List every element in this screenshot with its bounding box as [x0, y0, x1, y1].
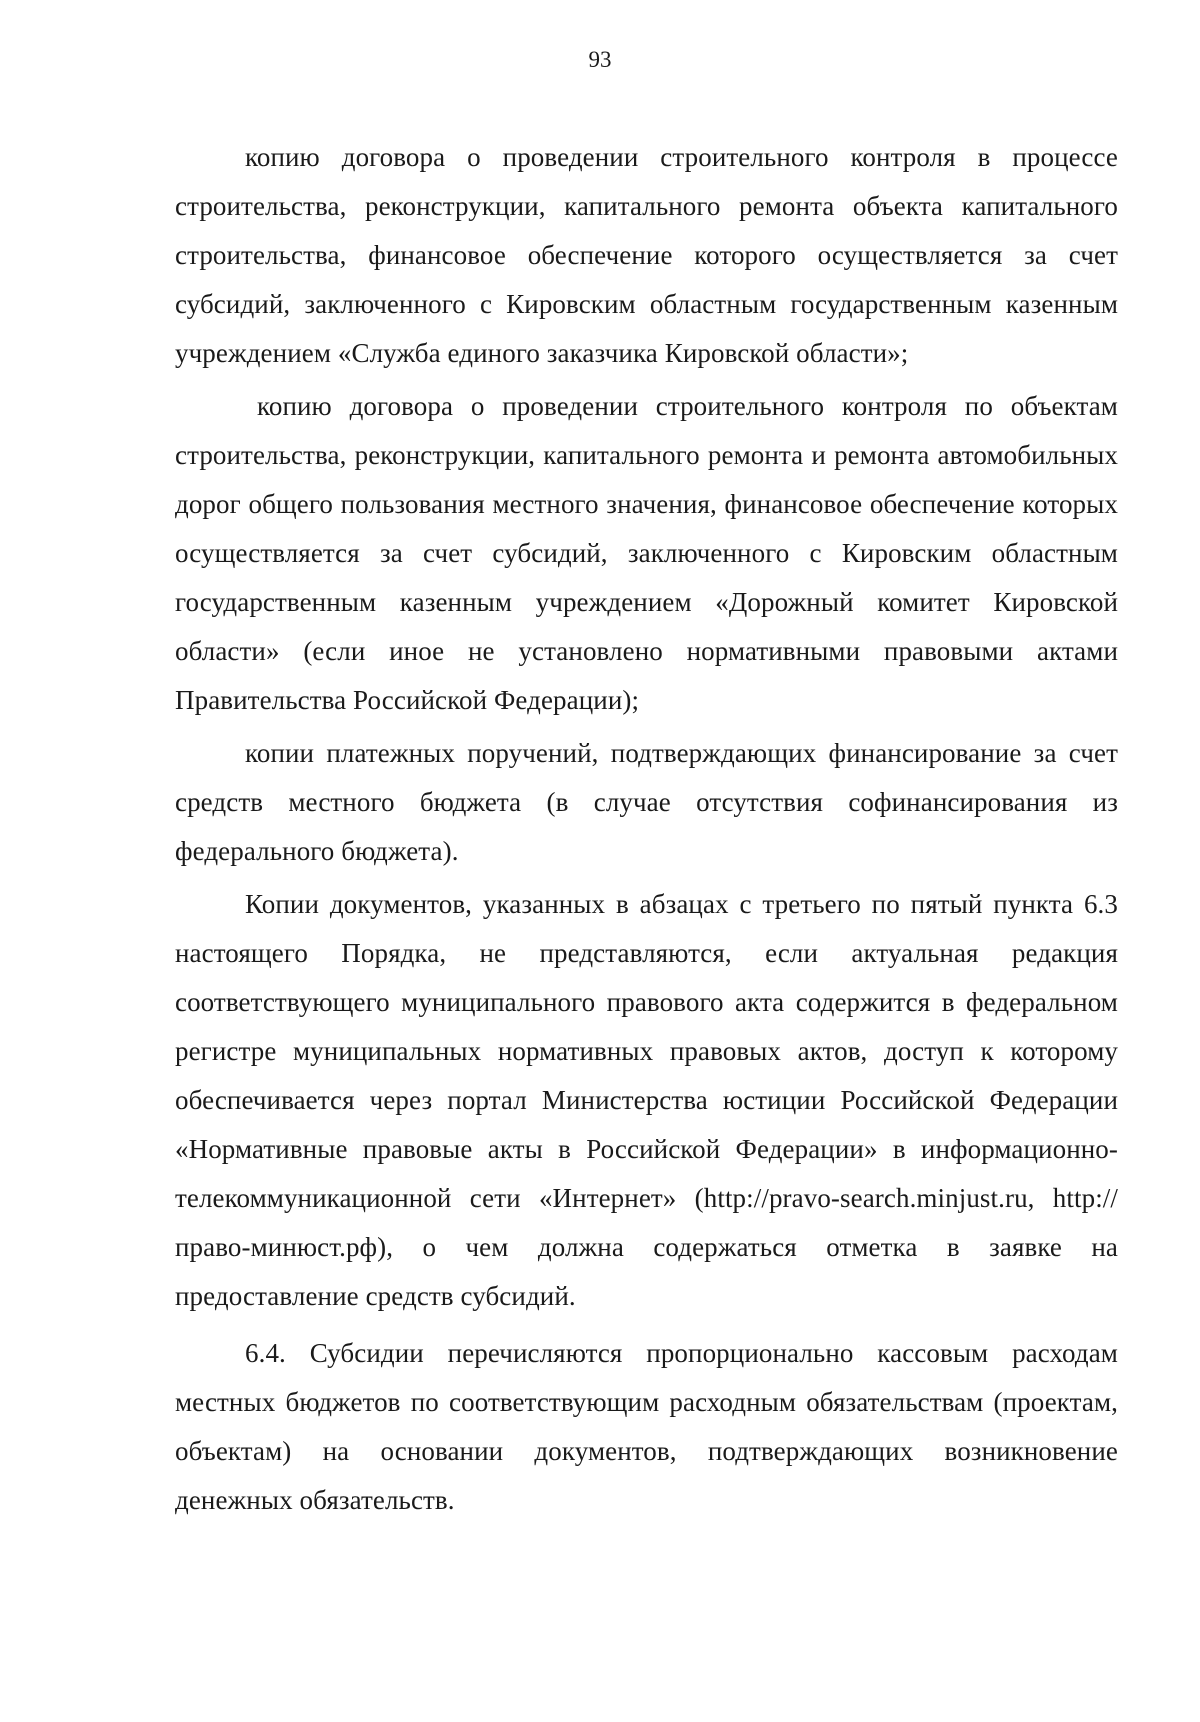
page-number: 93	[588, 47, 612, 72]
paragraph-payment-orders: копии платежных поручений, подтверждающих финансирование за счет средств местного бюджета (в случае отсутствия софинансирования из федерального бюджета).	[175, 738, 1118, 866]
document-body	[175, 133, 1118, 1529]
paragraph-section-6-4: 6.4. Субсидии перечисляются пропорционально кассовым расходам местных бюджетов по соответствующим расходным обязательствам (проектам, объектам) на основании документов, подтверждающих возникновение денежных обязательств.	[175, 1338, 1118, 1515]
paragraph-road-control-contract: копию договора о проведении строительного контроля по объектам строительства, реконструкции, капитального ремонта и ремонта автомобильных дорог общего пользования местного значения, финансовое обеспечение которых осуществляется за счет субсидий, заключенного с Кировским областным государственным казенным учреждением «Дорожный комитет Кировской области» (если иное не установлено нормативными правовыми актами Правительства Российской Федерации);	[175, 391, 1118, 715]
paragraph-documents-not-submitted: Копии документов, указанных в абзацах с третьего по пятый пункта 6.3 настоящего Порядка, не представляются, если актуальная редакция соответствующего муниципального правового акта содержится в федеральном регистре муниципальных нормативных правовых актов, доступ к которому обеспечивается через портал Министерства юстиции Российской Федерации «Нормативные правовые акты в Российской Федерации» в информационно-телекоммуникационной сети «Интернет» (http://pravo-search.minjust.ru, http://право-минюст.рф), о чем должна содержаться отметка в заявке на предоставление средств субсидий.	[175, 889, 1118, 1311]
paragraph-construction-control-contract: копию договора о проведении строительного контроля в процессе строительства, реконструкции, капитального ремонта объекта капитального строительства, финансовое обеспечение которого осуществляется за счет субсидий, заключенного с Кировским областным государственным казенным учреждением «Служба единого заказчика Кировской области»;	[175, 142, 1118, 368]
